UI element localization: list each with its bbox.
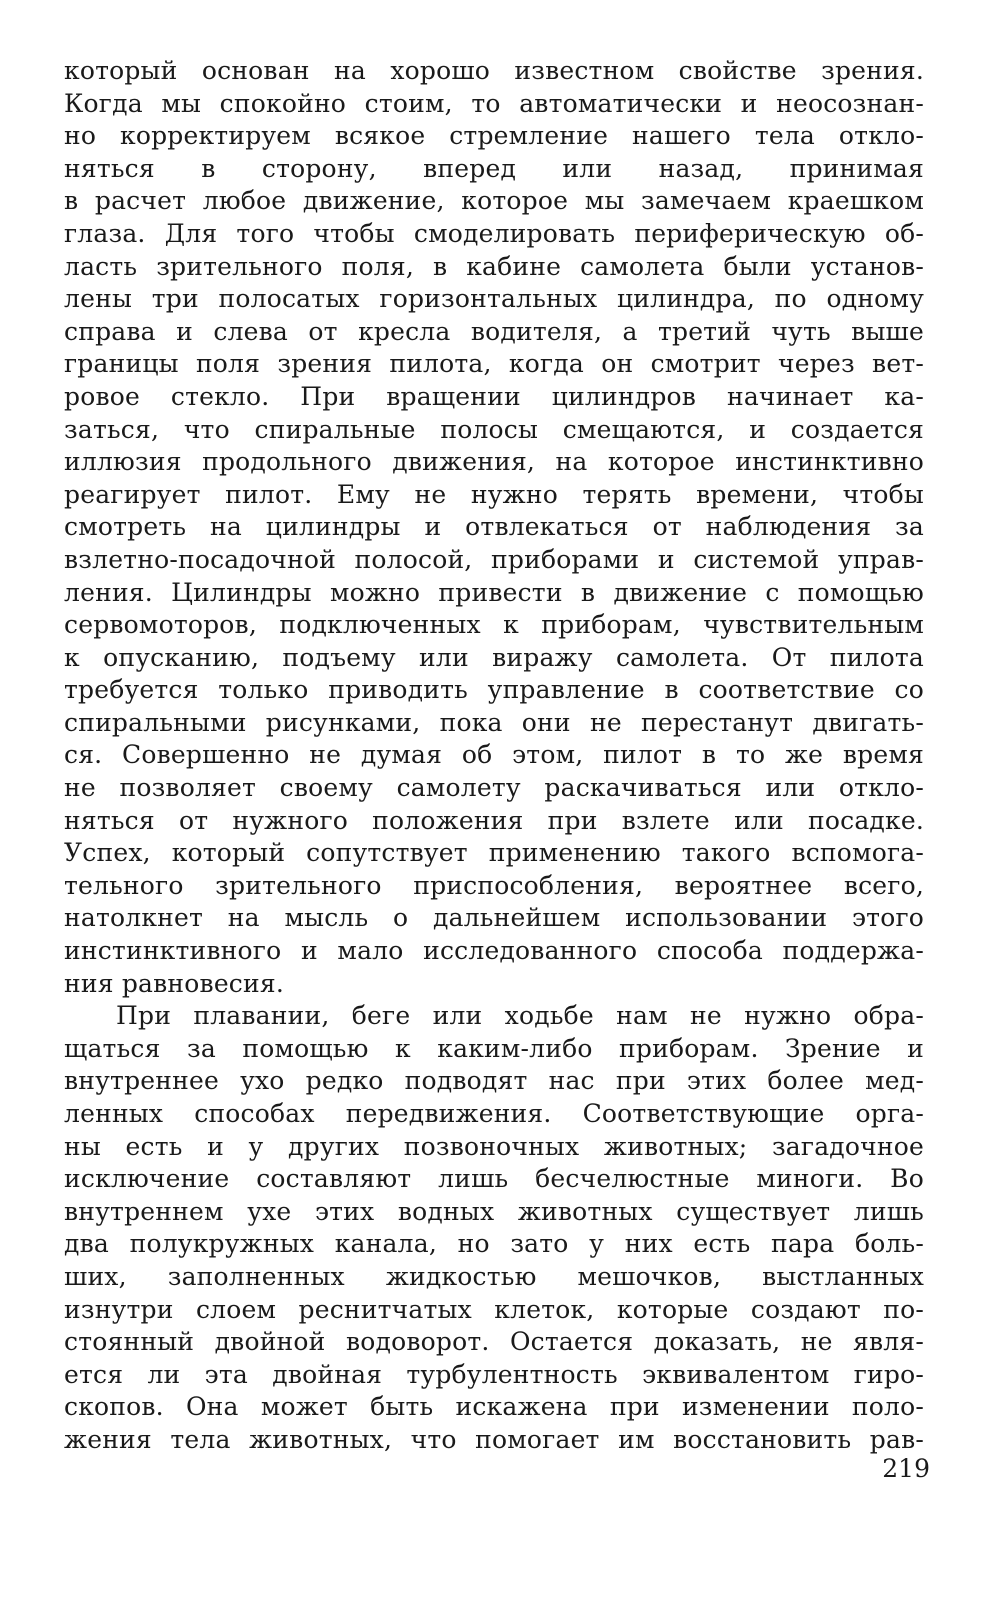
text-line: иллюзия продольного движения, на которое инстинктивно — [64, 447, 924, 477]
body-text — [64, 55, 924, 1457]
text-line: реагирует пилот. Ему не нужно терять времени, чтобы — [64, 479, 924, 509]
paragraph — [64, 1000, 924, 1456]
text-line: внутреннее ухо редко подводят нас при этих более мед- — [64, 1066, 924, 1096]
text-line: Успех, который сопутствует применению такого вспомога- — [64, 838, 924, 868]
text-line: к опусканию, подъему или виражу самолета. От пилота — [64, 642, 924, 672]
text-line: ласть зрительного поля, в кабине самолета были установ- — [64, 251, 924, 281]
text-line: тельного зрительного приспособления, вероятнее всего, — [64, 870, 924, 900]
text-line: требуется только приводить управление в соответствие со — [64, 675, 924, 705]
text-line: Когда мы спокойно стоим, то автоматически и неосознан- — [64, 88, 924, 118]
text-line: ленных способах передвижения. Соответствующие орга- — [64, 1099, 924, 1128]
text-line: изнутри слоем реснитчатых клеток, которые создают по- — [64, 1294, 924, 1324]
text-line: глаза. Для того чтобы смоделировать периферическую об- — [64, 218, 924, 248]
text-line: ровое стекло. При вращении цилиндров начинает ка- — [64, 381, 924, 411]
text-line: исключение составляют лишь бесчелюстные миноги. Во — [64, 1164, 924, 1194]
text-line: смотреть на цилиндры и отвлекаться от наблюдения за — [64, 512, 924, 542]
text-line: няться в сторону, вперед или назад, принимая — [64, 153, 924, 183]
text-line: внутреннем ухе этих водных животных существует лишь — [64, 1196, 924, 1226]
text-line: жения тела животных, что помогает им восстановить рав- — [64, 1424, 924, 1454]
text-line: заться, что спиральные полосы смещаются, и создается — [64, 414, 924, 444]
page-number: 219 — [882, 1454, 930, 1483]
text-line: в расчет любое движение, которое мы замечаем краешком — [64, 186, 924, 216]
text-line: ния равновесия. — [64, 968, 284, 998]
text-line: но корректируем всякое стремление нашего тела откло- — [64, 121, 924, 151]
text-line: натолкнет на мысль о дальнейшем использовании этого — [64, 903, 924, 933]
text-line: ся. Совершенно не думая об этом, пилот в то же время — [64, 740, 924, 770]
text-line: няться от нужного положения при взлете или посадке. — [64, 805, 924, 835]
text-line: границы поля зрения пилота, когда он смотрит через вет- — [64, 349, 924, 379]
text-line: два полукружных канала, но зато у них есть пара боль- — [64, 1229, 924, 1259]
text-line: который основан на хорошо известном свойстве зрения. — [64, 56, 924, 85]
text-line: щаться за помощью к каким-либо приборам. Зрение и — [64, 1033, 924, 1063]
text-line: справа и слева от кресла водителя, а третий чуть выше — [64, 316, 924, 346]
text-line: сервомоторов, подключенных к приборам, чувствительным — [64, 610, 924, 640]
text-line: взлетно-посадочной полосой, приборами и системой управ- — [64, 544, 924, 574]
text-line: спиральными рисунками, пока они не перестанут двигать- — [64, 707, 924, 737]
text-line: скопов. Она может быть искажена при изменении поло- — [64, 1392, 924, 1422]
text-line: не позволяет своему самолету раскачиваться или откло- — [64, 773, 924, 803]
text-line: инстинктивного и мало исследованного способа поддержа- — [64, 936, 924, 966]
text-line: ется ли эта двойная турбулентность эквивалентом гиро- — [64, 1359, 924, 1389]
paragraph — [64, 55, 924, 1000]
text-line: ления. Цилиндры можно привести в движение с помощью — [64, 577, 924, 607]
text-line: ны есть и у других позвоночных животных; загадочное — [64, 1131, 924, 1161]
text-line: При плавании, беге или ходьбе нам не нужно обра- — [116, 1001, 924, 1031]
text-line: стоянный двойной водоворот. Остается доказать, не явля- — [64, 1327, 924, 1357]
text-line: ших, заполненных жидкостью мешочков, выстланных — [64, 1261, 924, 1291]
text-line: лены три полосатых горизонтальных цилиндра, по одному — [64, 284, 924, 314]
